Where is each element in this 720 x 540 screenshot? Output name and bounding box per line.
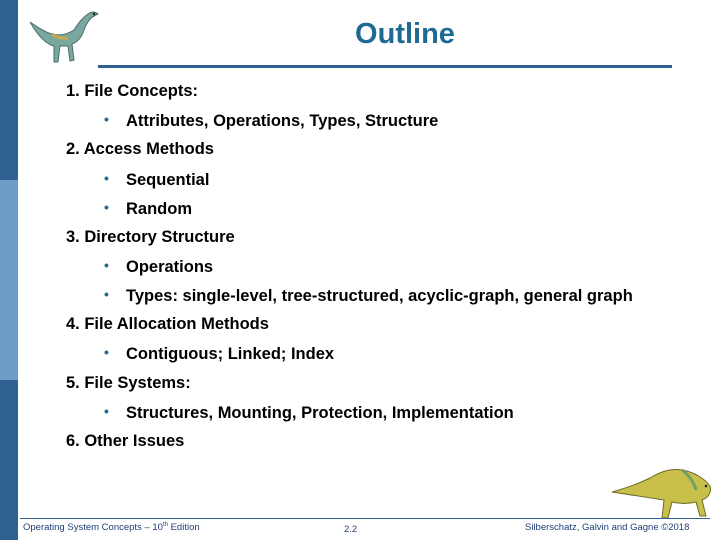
bullet-text: Sequential bbox=[126, 171, 210, 189]
outline-bullet bbox=[104, 111, 438, 131]
footer-book-title-text: Operating System Concepts – 10 bbox=[23, 522, 163, 534]
outline-bullet bbox=[104, 257, 213, 277]
bullet-icon: • bbox=[104, 403, 109, 419]
dinosaur-icon bbox=[22, 4, 112, 68]
outline-heading: 3. Directory Structure bbox=[66, 228, 235, 246]
outline-bullet bbox=[104, 344, 334, 364]
slide-title: Outline bbox=[355, 18, 455, 50]
bullet-text: Attributes, Operations, Types, Structure bbox=[126, 112, 439, 130]
outline-bullet bbox=[104, 170, 209, 190]
bullet-icon: • bbox=[104, 257, 109, 273]
footer-book-title bbox=[23, 522, 200, 533]
bullet-text: Types: single-level, tree-structured, acyclic-graph, general graph bbox=[126, 287, 633, 305]
bullet-icon: • bbox=[104, 170, 109, 186]
title-divider bbox=[98, 65, 672, 68]
bullet-text: Random bbox=[126, 200, 192, 218]
outline-bullet bbox=[104, 286, 633, 306]
bullet-text: Structures, Mounting, Protection, Implementation bbox=[126, 404, 514, 422]
bullet-icon: • bbox=[104, 111, 109, 127]
bullet-text: Contiguous; Linked; Index bbox=[126, 345, 335, 363]
footer-page-number: 2.2 bbox=[344, 524, 358, 535]
outline-bullet bbox=[104, 199, 192, 219]
footer-divider bbox=[20, 518, 710, 519]
outline-heading: 1. File Concepts: bbox=[66, 82, 199, 100]
outline-heading: 2. Access Methods bbox=[66, 140, 214, 158]
footer-book-title-suffix: Edition bbox=[167, 522, 200, 534]
bullet-icon: • bbox=[104, 199, 109, 215]
outline-heading: 5. File Systems: bbox=[66, 374, 191, 392]
footer-book-title-sup: th bbox=[162, 522, 168, 528]
outline-heading: 4. File Allocation Methods bbox=[66, 315, 269, 333]
footer-copyright: Silberschatz, Galvin and Gagne ©2018 bbox=[525, 522, 690, 533]
bullet-icon: • bbox=[104, 344, 109, 360]
outline-heading: 6. Other Issues bbox=[66, 432, 185, 450]
bullet-text: Operations bbox=[126, 258, 214, 276]
left-sidebar-highlight bbox=[0, 180, 18, 380]
bullet-icon: • bbox=[104, 286, 109, 302]
dinosaur-icon bbox=[608, 462, 716, 522]
outline-bullet bbox=[104, 403, 514, 423]
